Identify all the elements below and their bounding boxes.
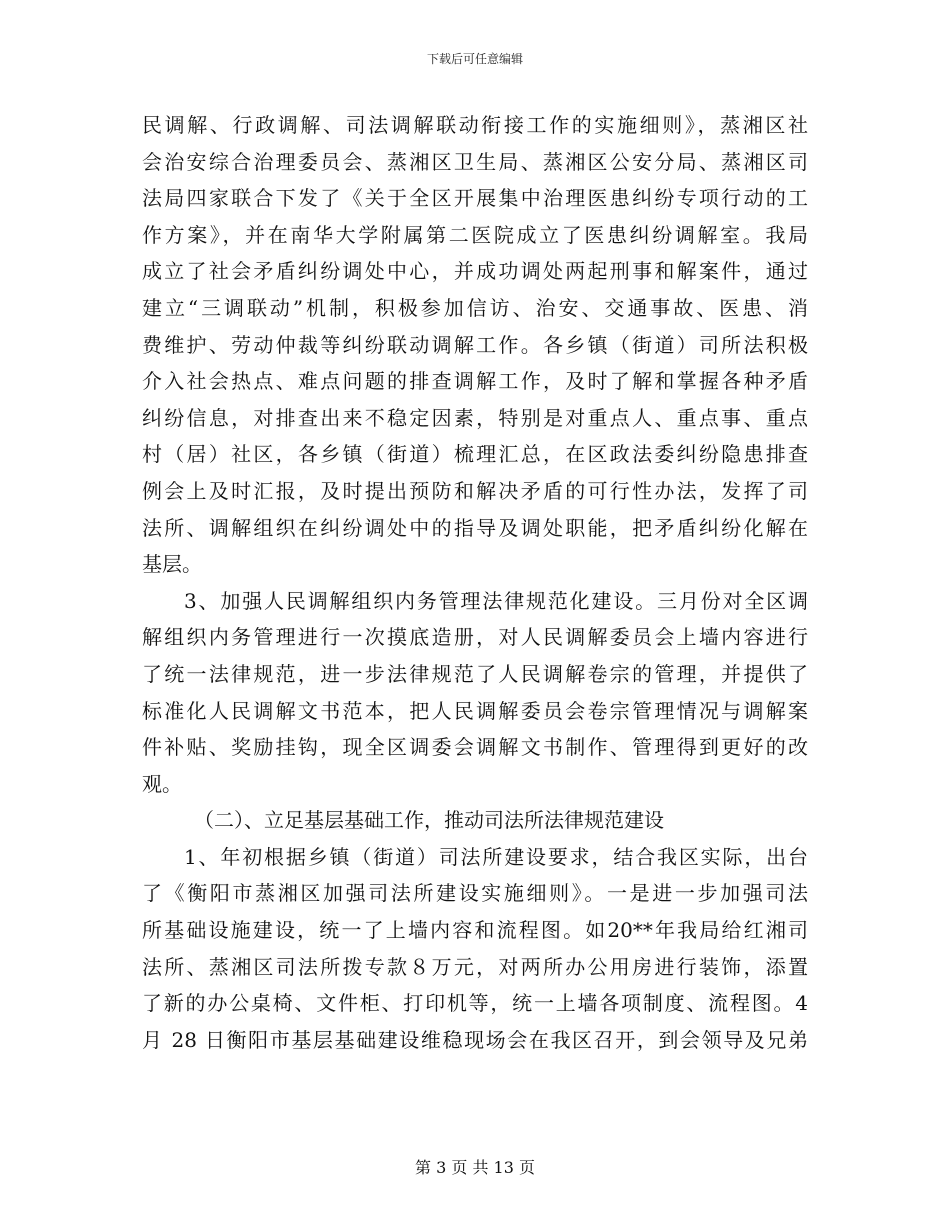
body-line: 法所、蒸湘区司法所拨专款８万元，对两所办公用房进行装饰，添置 [142,954,808,979]
body-line: 了新的办公桌椅、文件柜、打印机等，统一上墙各项制度、流程图。4 [142,991,808,1016]
paragraph-first-line: 3、加强人民调解组织内务管理法律规范化建设。三月份对全区调 [184,588,808,613]
body-line: 会治安综合治理委员会、蒸湘区卫生局、蒸湘区公安分局、蒸湘区司 [142,149,808,174]
body-line: 月 28 日衡阳市基层基础建设维稳现场会在我区召开，到会领导及兄弟 [142,1027,808,1052]
page-number-footer: 第 3 页 共 13 页 [415,1158,535,1177]
body-line: 法所、调解组织在纠纷调处中的指导及调处职能，把矛盾纠纷化解在 [142,515,808,540]
page-header: 下载后可任意编辑 [426,52,523,66]
paragraph-first-line: 1、年初根据乡镇（街道）司法所建设要求，结合我区实际，出台 [184,844,808,869]
body-line: 成立了社会矛盾纠纷调处中心，并成功调处两起刑事和解案件，通过 [142,259,808,284]
body-line: 了统一法律规范，进一步法律规范了人民调解卷宗的管理，并提供了 [142,661,808,686]
body-line: 了《衡阳市蒸湘区加强司法所建设实施细则》。一是进一步加强司法 [142,881,808,906]
document-body [142,107,808,1058]
body-line: 基层。 [142,552,202,577]
body-line: 解组织内务管理进行一次摸底造册，对人民调解委员会上墙内容进行 [142,625,808,650]
body-line: 建立“三调联动”机制，积极参加信访、治安、交通事故、医患、消 [142,295,808,320]
body-line: 介入社会热点、难点问题的排查调解工作，及时了解和掌握各种矛盾 [142,369,808,394]
body-line: 法局四家联合下发了《关于全区开展集中治理医患纠纷专项行动的工 [142,186,808,211]
body-line: 民调解、行政调解、司法调解联动衔接工作的实施细则》，蒸湘区社 [142,113,808,137]
body-line: 所基础设施建设，统一了上墙内容和流程图。如20**年我局给红湘司 [142,918,808,943]
body-line: 作方案》，并在南华大学附属第二医院成立了医患纠纷调解室。我局 [142,222,808,247]
body-line: 纠纷信息，对排查出来不稳定因素，特别是对重点人、重点事、重点 [142,405,808,430]
body-line: 件补贴、奖励挂钩，现全区调委会调解文书制作、管理得到更好的改 [142,735,808,760]
section-heading: （二）、立足基层基础工作，推动司法所法律规范建设 [194,808,664,833]
body-line: 村（居）社区，各乡镇（街道）梳理汇总，在区政法委纠纷隐患排查 [142,442,808,467]
body-line: 观。 [142,771,182,796]
body-line: 标准化人民调解文书范本，把人民调解委员会卷宗管理情况与调解案 [142,698,808,723]
body-line: 费维护、劳动仲裁等纠纷联动调解工作。各乡镇（街道）司所法积极 [142,332,808,357]
body-line: 例会上及时汇报，及时提出预防和解决矛盾的可行性办法，发挥了司 [142,478,808,503]
